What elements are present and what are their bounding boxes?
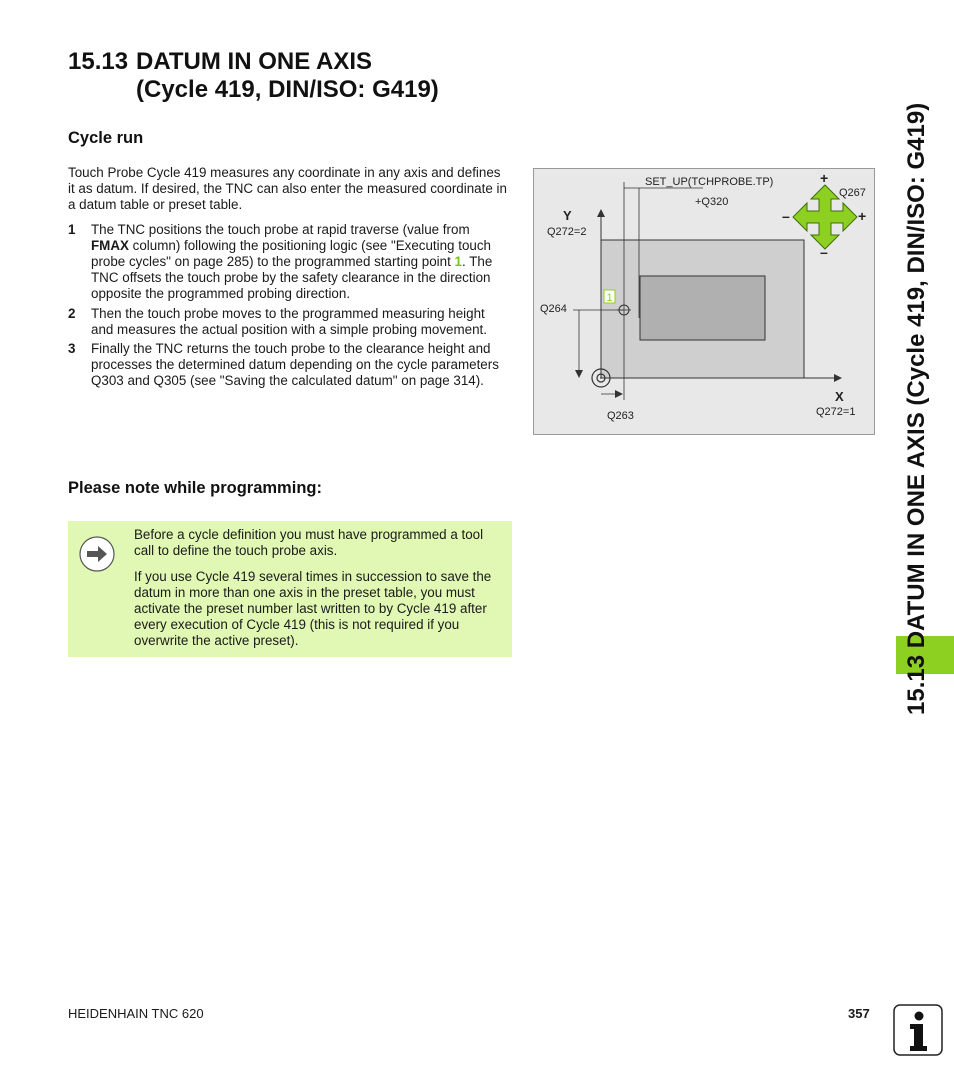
info-icon: [893, 1004, 943, 1061]
footer-product: HEIDENHAIN TNC 620: [68, 1006, 204, 1021]
section-number: 15.13: [68, 48, 129, 75]
note-body: [134, 527, 502, 659]
side-header-text: 15.13 DATUM IN ONE AXIS (Cycle 419, DIN/ISO: G419): [903, 102, 930, 715]
step-point-ref: 1: [454, 254, 462, 270]
measured-pocket: [640, 276, 765, 340]
minus-left-label: –: [782, 208, 790, 224]
cycle-diagram: [533, 168, 875, 435]
note-box: [68, 521, 512, 657]
plus-top-label: +: [820, 170, 829, 186]
plus-right-label: +: [858, 208, 867, 224]
step-text: . The TNC offsets the touch probe by the safety clearance in the direction opposite the programmed probing direction.: [91, 254, 493, 302]
step-text: column) following the positioning logic (see "Executing touch probe cycles" on page 285) to the programmed starting point: [91, 237, 491, 270]
steps-list: [68, 222, 510, 390]
step-number: 1: [68, 221, 76, 237]
title-line-1: DATUM IN ONE AXIS: [136, 48, 373, 75]
arrow-right-icon: [79, 536, 115, 577]
step-number: 3: [68, 341, 76, 357]
y-axis-label: Y: [563, 208, 572, 223]
intro-paragraph: Touch Probe Cycle 419 measures any coordinate in any axis and defines it as datum. If desired, the TNC can also enter the measured coordinate in a datum table or preset table.: [68, 165, 507, 213]
note-paragraph: If you use Cycle 419 several times in succession to save the datum in more than one axis in the preset table, you must activate the preset number last written to by Cycle 419 after every execution of Cycle 419 (this is not required if you overwrite the active preset).: [134, 569, 492, 648]
list-item: [68, 222, 510, 303]
page-number: 357: [848, 1006, 870, 1021]
setup-label: SET_UP(TCHPROBE.TP): [645, 176, 774, 188]
note-paragraph: Before a cycle definition you must have programmed a tool call to define the touch probe axis.: [134, 527, 484, 558]
step-number: 2: [68, 305, 76, 321]
list-item: [68, 341, 510, 390]
point-1-label: 1: [606, 292, 613, 304]
step-bold-term: FMAX: [91, 237, 129, 253]
cycle-run-heading: Cycle run: [68, 129, 144, 147]
q272-1-label: Q272=1: [816, 406, 856, 418]
q264-label: Q264: [540, 303, 567, 315]
step-text: Then the touch probe moves to the programmed measuring height and measures the actual position with a simple probing movement.: [91, 305, 487, 337]
q320-label: +Q320: [695, 196, 729, 208]
q272-2-label: Q272=2: [547, 226, 587, 238]
q263-label: Q263: [607, 410, 634, 422]
list-item: [68, 306, 510, 338]
minus-bottom-label: –: [820, 244, 828, 260]
x-axis-label: X: [835, 389, 844, 404]
note-heading: Please note while programming:: [68, 479, 322, 497]
page-title: [68, 48, 439, 104]
step-text: The TNC positions the touch probe at rapid traverse (value from: [91, 221, 470, 237]
cycle-run-text: [68, 165, 510, 393]
step-text: Finally the TNC returns the touch probe to the clearance height and processes the determined datum depending on the cycle parameters Q303 and Q305 (see "Saving the calculated datum" on page 314).: [91, 341, 499, 389]
title-line-2: (Cycle 419, DIN/ISO: G419): [136, 76, 439, 103]
q267-label: Q267: [839, 187, 866, 199]
